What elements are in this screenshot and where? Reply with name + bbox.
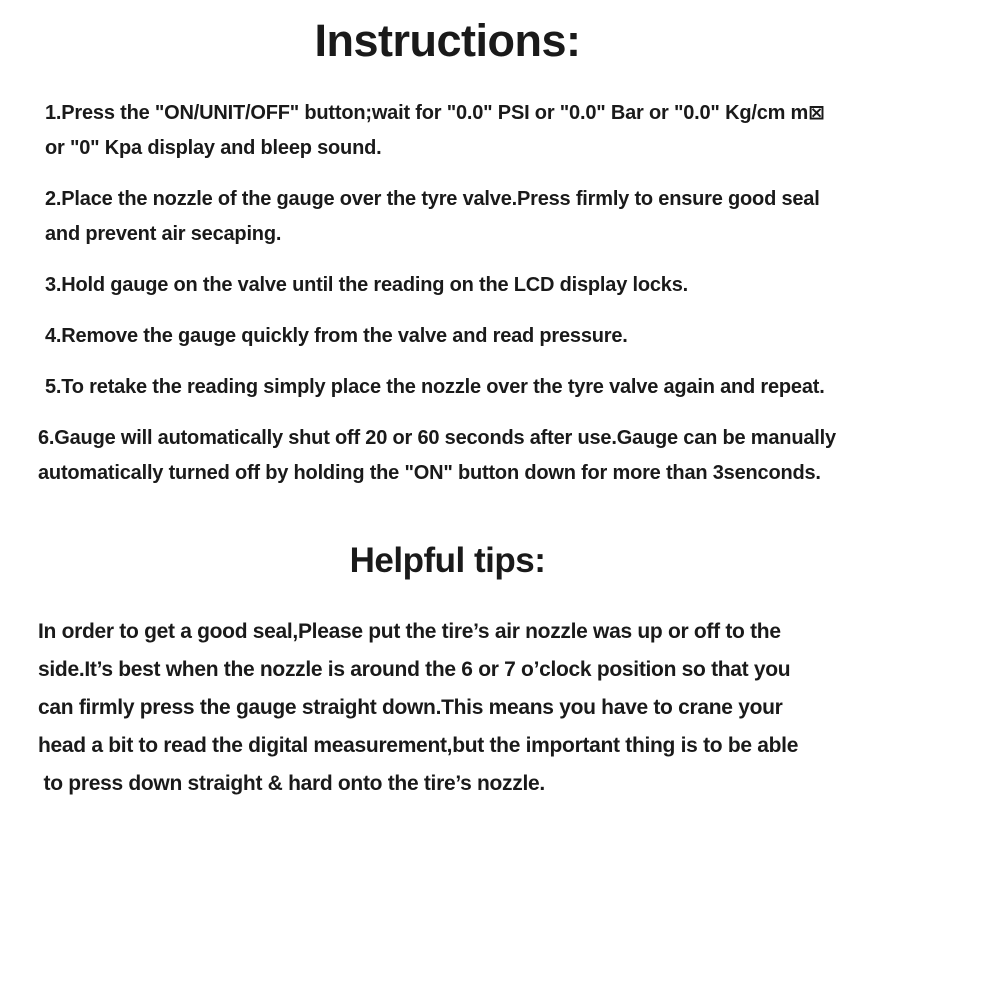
instruction-item-5 — [45, 370, 991, 405]
instruction-item-2 — [45, 182, 991, 252]
instruction-item-3-line-1: 3.Hold gauge on the valve until the reading on the LCD display locks. — [45, 274, 688, 296]
tips-line-5: to press down straight & hard onto the tire’s nozzle. — [38, 772, 545, 795]
helpful-tips-body — [0, 613, 1001, 803]
tips-line-4: head a bit to read the digital measurement,but the important thing is to be able — [38, 734, 799, 757]
instruction-item-1-line-2: or "0" Kpa display and bleep sound. — [45, 137, 382, 159]
instruction-item-1 — [45, 96, 991, 166]
instruction-item-6 — [38, 421, 991, 491]
instruction-item-3 — [45, 268, 991, 303]
instruction-item-5-line-1: 5.To retake the reading simply place the nozzle over the tyre valve again and repeat. — [45, 376, 825, 398]
instruction-item-2-line-1: 2.Place the nozzle of the gauge over the tyre valve.Press firmly to ensure good seal — [45, 188, 820, 210]
instruction-item-2-line-2: and prevent air secaping. — [45, 223, 282, 245]
instructions-list — [0, 96, 1001, 491]
tips-line-3: can firmly press the gauge straight down.This means you have to crane your — [38, 696, 783, 719]
helpful-tips-title: Helpful tips: — [349, 541, 546, 580]
instruction-item-4-line-1: 4.Remove the gauge quickly from the valve and read pressure. — [45, 325, 628, 347]
instruction-item-6-line-1: 6.Gauge will automatically shut off 20 or 60 seconds after use.Gauge can be manually — [38, 427, 836, 449]
instruction-item-6-line-2: automatically turned off by holding the "ON" button down for more than 3senconds. — [38, 462, 821, 484]
instructions-title: Instructions: — [314, 15, 581, 66]
tips-line-2: side.It’s best when the nozzle is around the 6 or 7 o’clock position so that you — [38, 658, 791, 681]
instruction-item-4 — [45, 319, 991, 354]
instruction-item-1-line-1: 1.Press the "ON/UNIT/OFF" button;wait for "0.0" PSI or "0.0" Bar or "0.0" Kg/cm m⊠ — [45, 102, 825, 124]
tips-line-1: In order to get a good seal,Please put the tire’s air nozzle was up or off to the — [38, 620, 781, 643]
